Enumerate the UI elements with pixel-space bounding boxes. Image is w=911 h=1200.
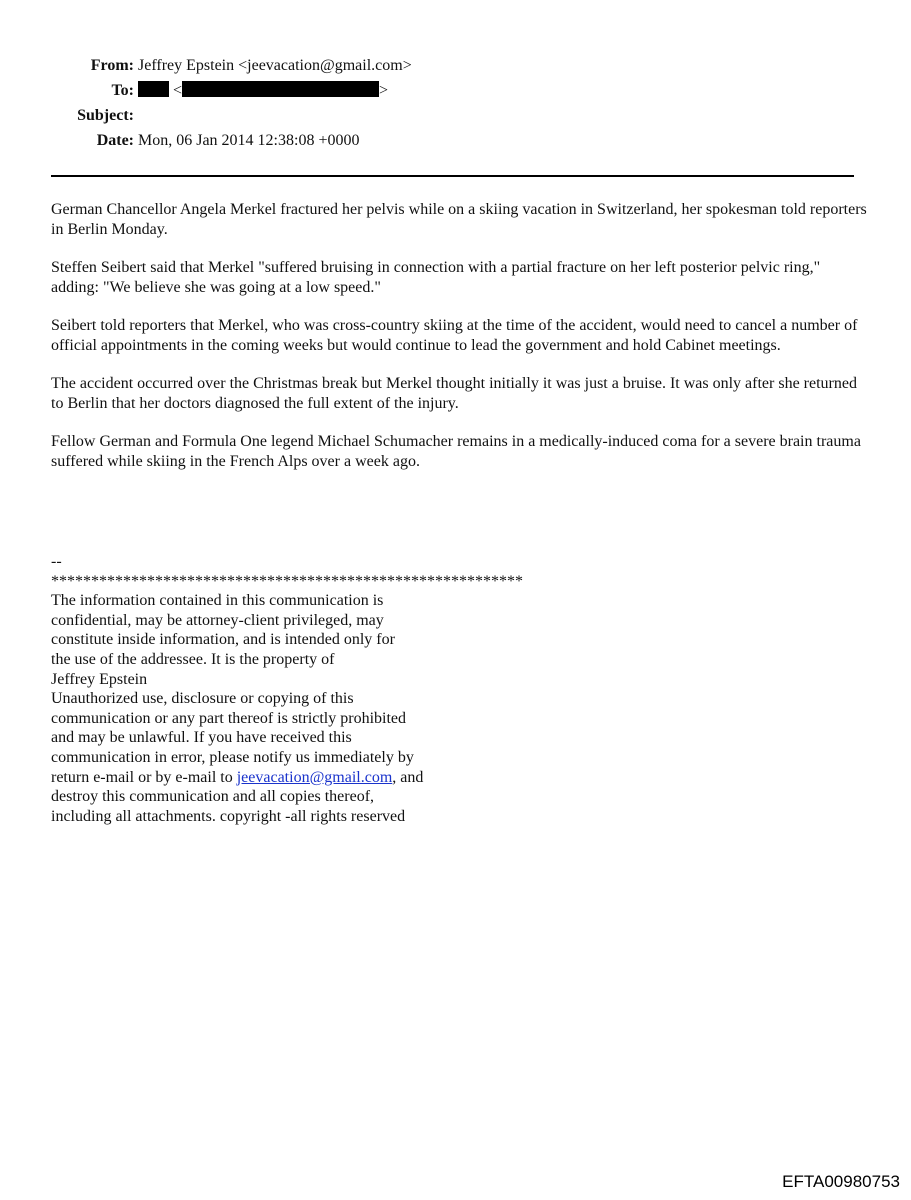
header-divider [51, 175, 854, 177]
to-label: To: [111, 82, 134, 99]
to-open-bracket: < [173, 82, 183, 99]
confidentiality-signature [51, 552, 591, 826]
signature-stars: *********************************************************** [51, 572, 523, 590]
email-body [51, 200, 871, 490]
from-label: From: [90, 57, 134, 74]
document-id: EFTA00980753 [782, 1172, 900, 1191]
from-value: Jeffrey Epstein <jeevacation@gmail.com> [138, 57, 412, 74]
signature-dashes: -- [51, 553, 62, 570]
date-label: Date: [96, 132, 134, 149]
disclaimer-line: communication in error, please notify us immediately by [51, 748, 414, 766]
disclaimer-line: including all attachments. copyright -all rights reserved [51, 807, 406, 825]
date-value: Mon, 06 Jan 2014 12:38:08 +0000 [138, 132, 360, 149]
body-paragraph: Fellow German and Formula One legend Michael Schumacher remains in a medically-induced coma for a severe brain trauma suffered while skiing in the French Alps over a week ago. [51, 433, 861, 470]
disclaimer-line: constitute inside information, and is intended only for [51, 631, 395, 649]
disclaimer-line: the use of the addressee. It is the property of [51, 650, 335, 668]
disclaimer-line: destroy this communication and all copies thereof, [51, 788, 375, 806]
email-header [0, 53, 911, 153]
to-row [0, 78, 911, 103]
body-paragraph: German Chancellor Angela Merkel fractured her pelvis while on a skiing vacation in Switzerland, her spokesman told reporters in Berlin Monday. [51, 201, 867, 238]
disclaimer-line: The information contained in this communication is [51, 592, 384, 610]
body-paragraph: Seibert told reporters that Merkel, who was cross-country skiing at the time of the accident, would need to cancel a number of official appointments in the coming weeks but would continue to lead the government and hold Cabinet meetings. [51, 317, 858, 354]
disclaimer-line: communication or any part thereof is strictly prohibited [51, 709, 407, 727]
date-row [0, 128, 911, 153]
disclaimer-line: Jeffrey Epstein [51, 670, 148, 688]
to-value [138, 78, 388, 103]
subject-row [0, 103, 911, 128]
disclaimer-line: confidential, may be attorney-client privileged, may [51, 611, 384, 629]
notify-suffix: , and [392, 768, 424, 786]
notify-prefix: return e-mail or by e-mail to [51, 768, 237, 786]
redaction-name [138, 81, 169, 97]
disclaimer-line: Unauthorized use, disclosure or copying of this [51, 690, 354, 708]
from-row [0, 53, 911, 78]
to-close-bracket: > [379, 82, 389, 99]
disclaimer-notify-line [51, 768, 591, 788]
disclaimer-line: and may be unlawful. If you have received this [51, 729, 352, 747]
redaction-email [182, 81, 379, 97]
subject-label: Subject: [77, 107, 134, 124]
body-paragraph: The accident occurred over the Christmas break but Merkel thought initially it was just a bruise. It was only after she returned to Berlin that her doctors diagnosed the full extent of the injury. [51, 375, 857, 412]
notify-email-link[interactable]: jeevacation@gmail.com [236, 768, 393, 786]
body-paragraph: Steffen Seibert said that Merkel "suffered bruising in connection with a partial fracture on her left posterior pelvic ring," adding: "We believe she was going at a low speed." [51, 259, 821, 296]
